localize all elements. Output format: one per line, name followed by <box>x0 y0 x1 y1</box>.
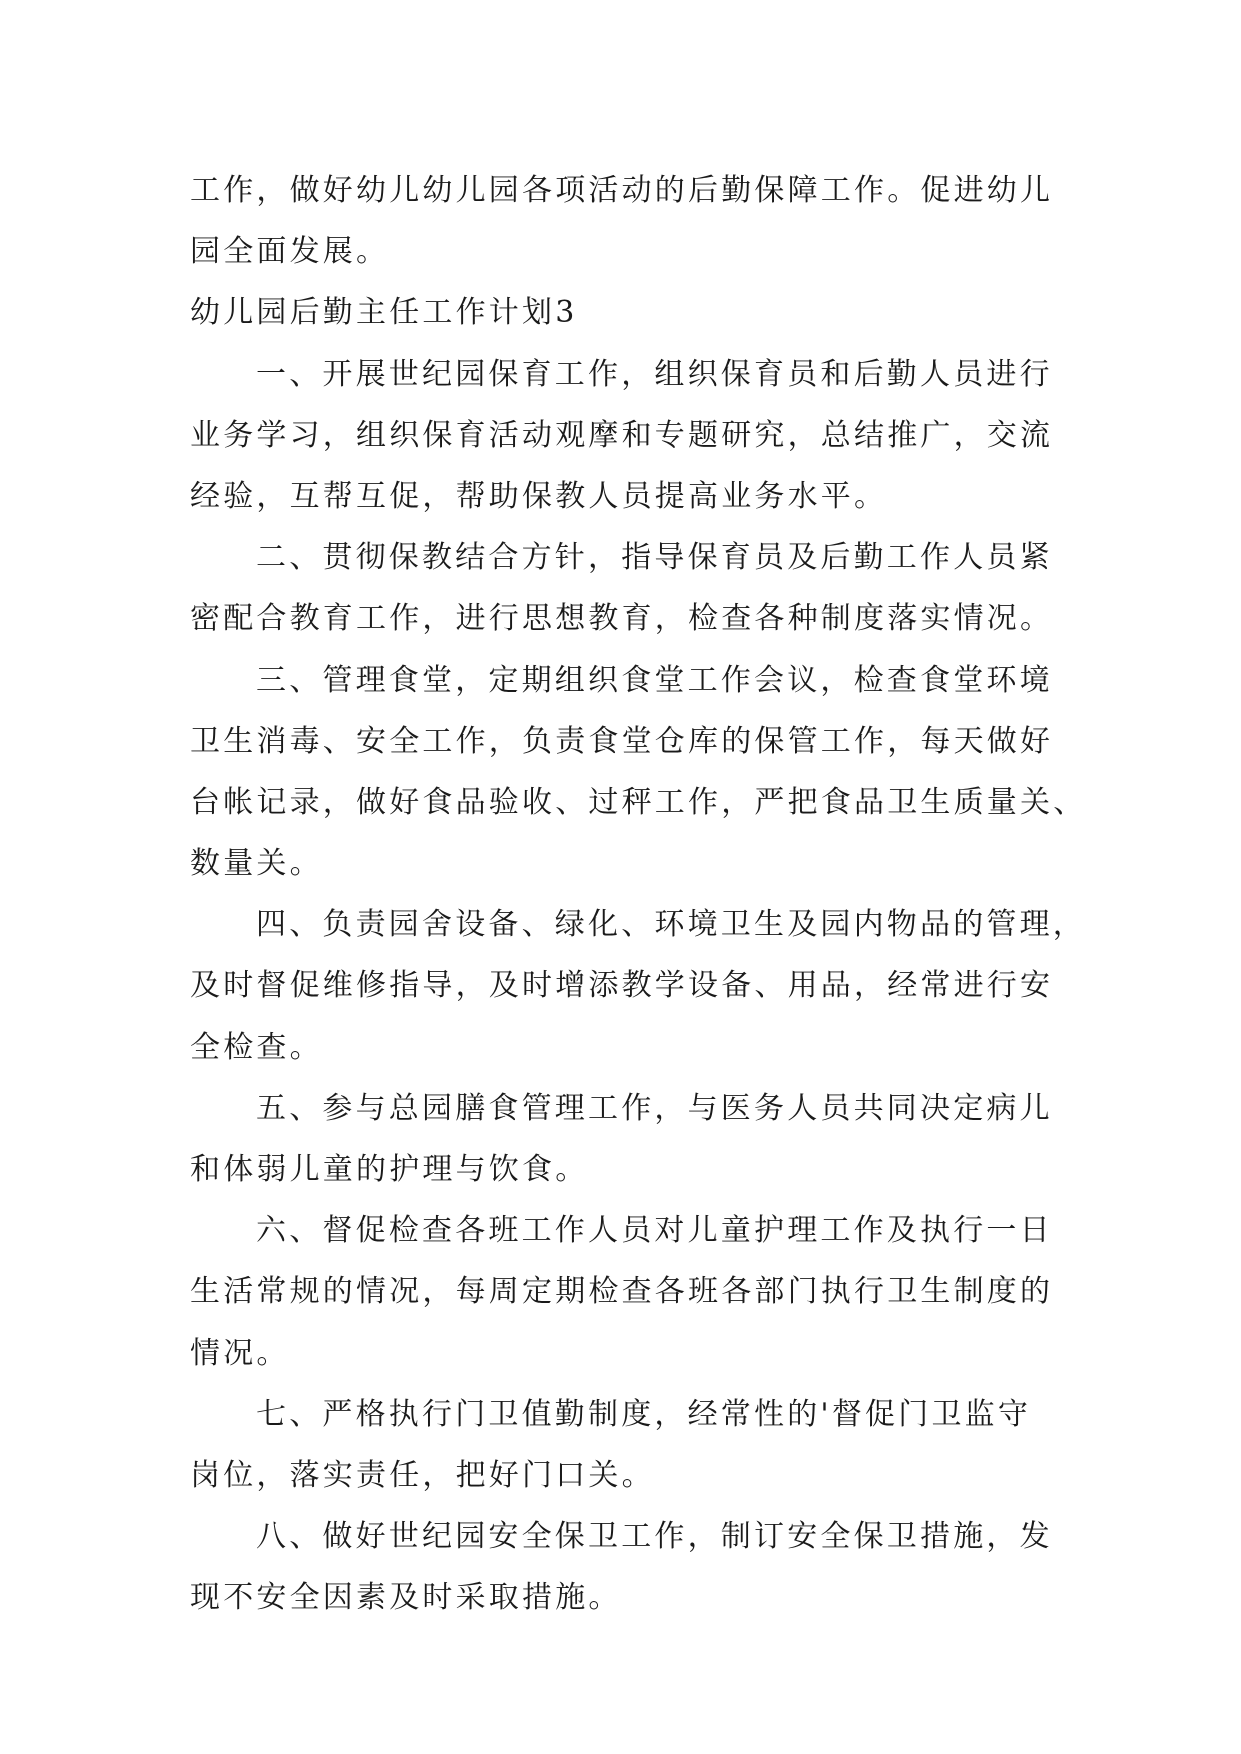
paragraph-first-line: 一、开展世纪园保育工作，组织保育员和后勤人员进行 <box>256 356 1053 392</box>
paragraph-first-line: 六、督促检查各班工作人员对儿童护理工作及执行一日 <box>256 1213 1053 1249</box>
text-line: 经验，互帮互促，帮助保教人员提高业务水平。 <box>190 478 888 514</box>
text-line: 情况。 <box>190 1335 290 1371</box>
paragraph-first-line: 三、管理食堂，定期组织食堂工作会议，检查食堂环境 <box>256 662 1053 698</box>
paragraph-first-line: 四、负责园舍设备、绿化、环境卫生及园内物品的管理， <box>256 907 1086 943</box>
text-line: 卫生消毒、安全工作，负责食堂仓库的保管工作，每天做好 <box>190 723 1054 759</box>
text-line: 现不安全因素及时采取措施。 <box>190 1580 622 1616</box>
section-heading: 幼儿园后勤主任工作计划3 <box>190 295 578 331</box>
text-line: 岗位，落实责任，把好门口关。 <box>190 1457 655 1493</box>
text-line: 业务学习，组织保育活动观摩和专题研究，总结推广，交流 <box>190 417 1054 453</box>
text-line: 密配合教育工作，进行思想教育，检查各种制度落实情况。 <box>190 601 1054 637</box>
text-line: 生活常规的情况，每周定期检查各班各部门执行卫生制度的 <box>190 1274 1054 1310</box>
paragraph-first-line: 二、贯彻保教结合方针，指导保育员及后勤工作人员紧 <box>256 540 1053 576</box>
paragraph-first-line: 七、严格执行门卫值勤制度，经常性的'督促门卫监守 <box>256 1396 1032 1432</box>
text-line: 台帐记录，做好食品验收、过秤工作，严把食品卫生质量关、 <box>190 784 1087 820</box>
text-line: 和体弱儿童的护理与饮食。 <box>190 1152 589 1187</box>
paragraph-first-line: 五、参与总园膳食管理工作，与医务人员共同决定病儿 <box>256 1090 1053 1126</box>
document-body <box>190 160 1087 1629</box>
text-line: 及时督促维修指导，及时增添教学设备、用品，经常进行安 <box>190 968 1054 1004</box>
text-line: 园全面发展。 <box>190 234 390 270</box>
text-line: 全检查。 <box>190 1029 323 1065</box>
paragraph-first-line: 八、做好世纪园安全保卫工作，制订安全保卫措施，发 <box>256 1519 1053 1555</box>
text-line: 数量关。 <box>190 846 323 882</box>
text-line: 工作，做好幼儿幼儿园各项活动的后勤保障工作。促进幼儿 <box>190 173 1054 208</box>
